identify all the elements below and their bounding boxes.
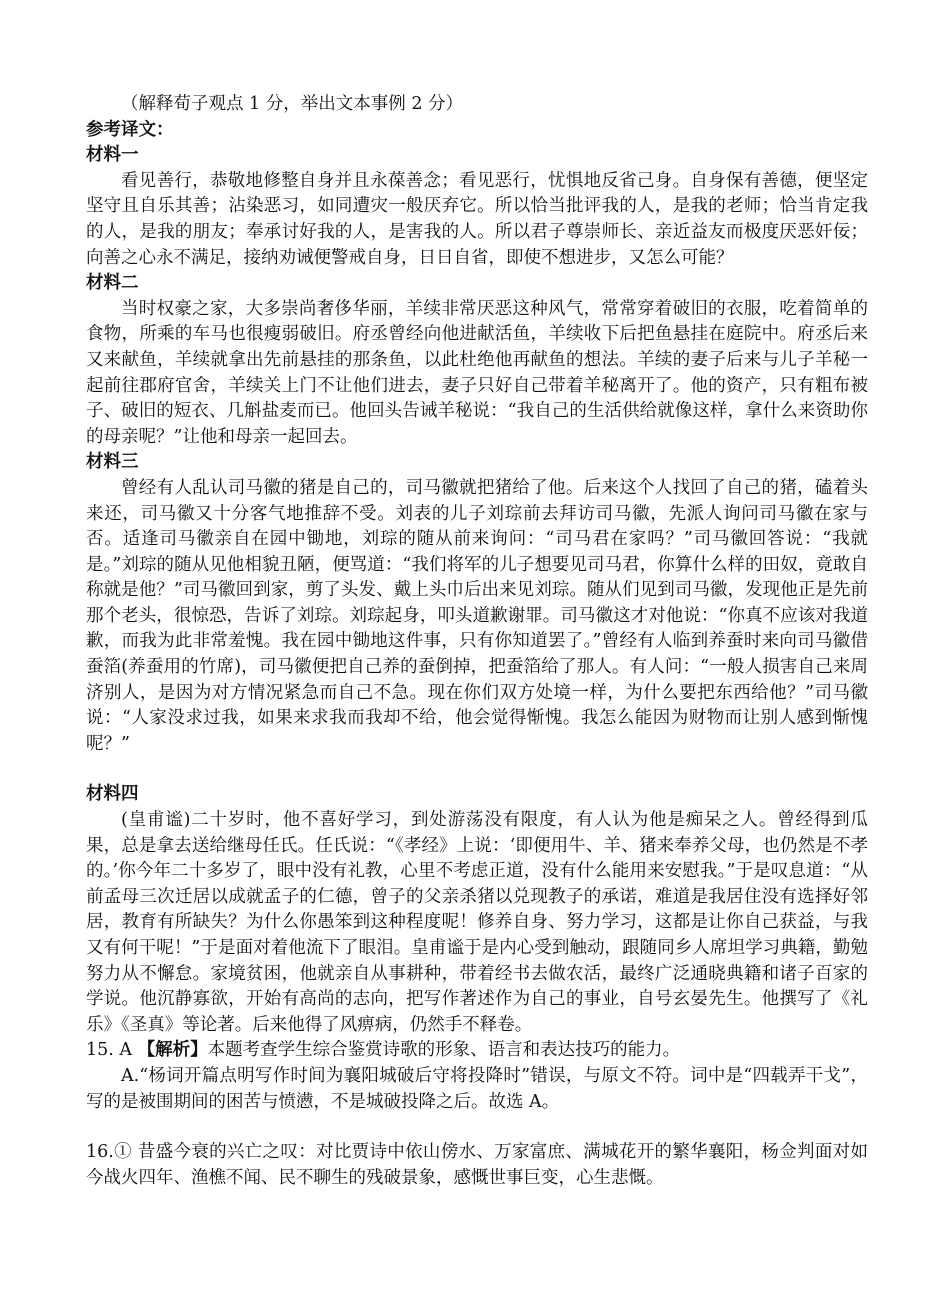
material-4-text: (皇甫谧)二十岁时，他不喜好学习，到处游荡没有限度，有人认为他是痴呆之人。曾经得到瓜果，总是拿去送给继母任氏。任氏说：“《孝经》上说：‘即便用牛、羊、猪来奉养父母，也仍然是不孝的。’你今年二十多岁了，眼中没有礼教，心里不考虑正道，没有什么能用来安慰我。”于是叹息道：“从前孟母三次迁居以成就孟子的仁德，曾子的父亲杀猪以兑现教子的承诺，难道是我居住没有选择好邻居，教育有所缺失？为什么你愚笨到这种程度呢！修养自身、努力学习，这都是让你自己获益，与我又有何干呢！”于是面对着他流下了眼泪。皇甫谧于是内心受到触动，跟随同乡人席坦学习典籍，勤勉努力从不懈怠。家境贫困，他就亲自从事耕种，带着经书去做农活，最终广泛通晓典籍和诸子百家的学说。他沉静寡欲，开始有高尚的志向，把写作著述作为自己的事业，自号玄晏先生。他撰写了《礼乐》《圣真》等论著。后来他得了风痹病，仍然手不释卷。 — [86, 810, 868, 1035]
material-1-title: 材料一 — [86, 145, 139, 166]
analysis-label: 【解析】 — [137, 1040, 208, 1061]
reference-translation-title: 参考译文： — [86, 119, 174, 140]
document-page — [86, 92, 868, 1191]
spacer — [86, 757, 868, 782]
material-2-title: 材料二 — [86, 273, 139, 294]
question-16-answer: 16.① 昔盛今衰的兴亡之叹：对比贾诗中依山傍水、万家富庶、满城花开的繁华襄阳，杨佥判面对如今战火四年、渔樵不闻、民不聊生的残破景象，感慨世事巨变，心生悲慨。 — [86, 1142, 868, 1188]
material-2-text: 当时权豪之家，大多崇尚奢侈华丽，羊续非常厌恶这种风气，常常穿着破旧的衣服，吃着简单的食物，所乘的车马也很瘦弱破旧。府丞曾经向他进献活鱼，羊续收下后把鱼悬挂在庭院中。府丞后来又来献鱼，羊续就拿出先前悬挂的那条鱼，以此杜绝他再献鱼的想法。羊续的妻子后来与儿子羊秘一起前往郡府官舍，羊续关上门不让他们进去，妻子只好自己带着羊秘离开了。他的资产，只有粗布被子、破旧的短衣、几斛盐麦而已。他回头告诫羊秘说：“我自己的生活供给就像这样，拿什么来资助你的母亲呢？”让他和母亲一起回去。 — [86, 298, 868, 447]
question-15-head: 15. A — [86, 1040, 133, 1061]
spacer — [86, 1115, 868, 1140]
question-15-detail: A.“杨词开篇点明写作时间为襄阳城破后守将投降时”错误，与原文不符。词中是“四载弄干戈”，写的是被围期间的困苦与愤懑，不是城破投降之后。故选 A。 — [86, 1065, 868, 1112]
material-4-title: 材料四 — [86, 784, 139, 805]
material-3-title: 材料三 — [86, 452, 139, 473]
material-3-text: 曾经有人乱认司马徽的猪是自己的，司马徽就把猪给了他。后来这个人找回了自己的猪，磕着头来还，司马徽又十分客气地推辞不受。刘表的儿子刘琮前去拜访司马徽，先派人询问司马徽在家与否。适逢司马徽亲自在园中锄地，刘琮的随从前来询问：“司马君在家吗？”司马徽回答说：“我就是。”刘琮的随从见他相貌丑陋，便骂道：“我们将军的儿子想要见司马君，你算什么样的田奴，竟敢自称就是他？”司马徽回到家，剪了头发、戴上头巾后出来见刘琮。随从们见到司马徽，发现他正是先前那个老头，很惊恐，告诉了刘琮。刘琮起身，叩头道歉谢罪。司马徽这才对他说：“你真不应该对我道歉，而我为此非常羞愧。我在园中锄地这件事，只有你知道罢了。”曾经有人临到养蚕时来向司马徽借蚕箔(养蚕用的竹席)，司马徽便把自己养的蚕倒掉，把蚕箔给了那人。有人问：“一般人损害自己来周济别人，是因为对方情况紧急而自己不急。现在你们双方处境一样，为什么要把东西给他？”司马徽说：“人家没求过我，如果来求我而我却不给，他会觉得惭愧。我怎么能因为财物而让别人感到惭愧呢？” — [86, 477, 868, 754]
question-15-answer — [86, 1038, 868, 1064]
question-15-analysis: 本题考查学生综合鉴赏诗歌的形象、语言和表达技巧的能力。 — [207, 1040, 681, 1061]
material-1-text: 看见善行，恭敬地修整自身并且永葆善念；看见恶行，忧惧地反省己身。自身保有善德，便坚定坚守且自乐其善；沾染恶习，如同遭灾一般厌弃它。所以恰当批评我的人，是我的老师；恰当肯定我的人，是我的朋友；奉承讨好我的人，是害我的人。所以君子尊崇师长、亲近益友而极度厌恶奸佞；向善之心永不满足，接纳劝诫便警戒自身，日日自省，即使不想进步，又怎么可能？ — [86, 170, 868, 268]
scoring-note: （解释荀子观点 1 分，举出文本事例 2 分） — [121, 94, 464, 114]
